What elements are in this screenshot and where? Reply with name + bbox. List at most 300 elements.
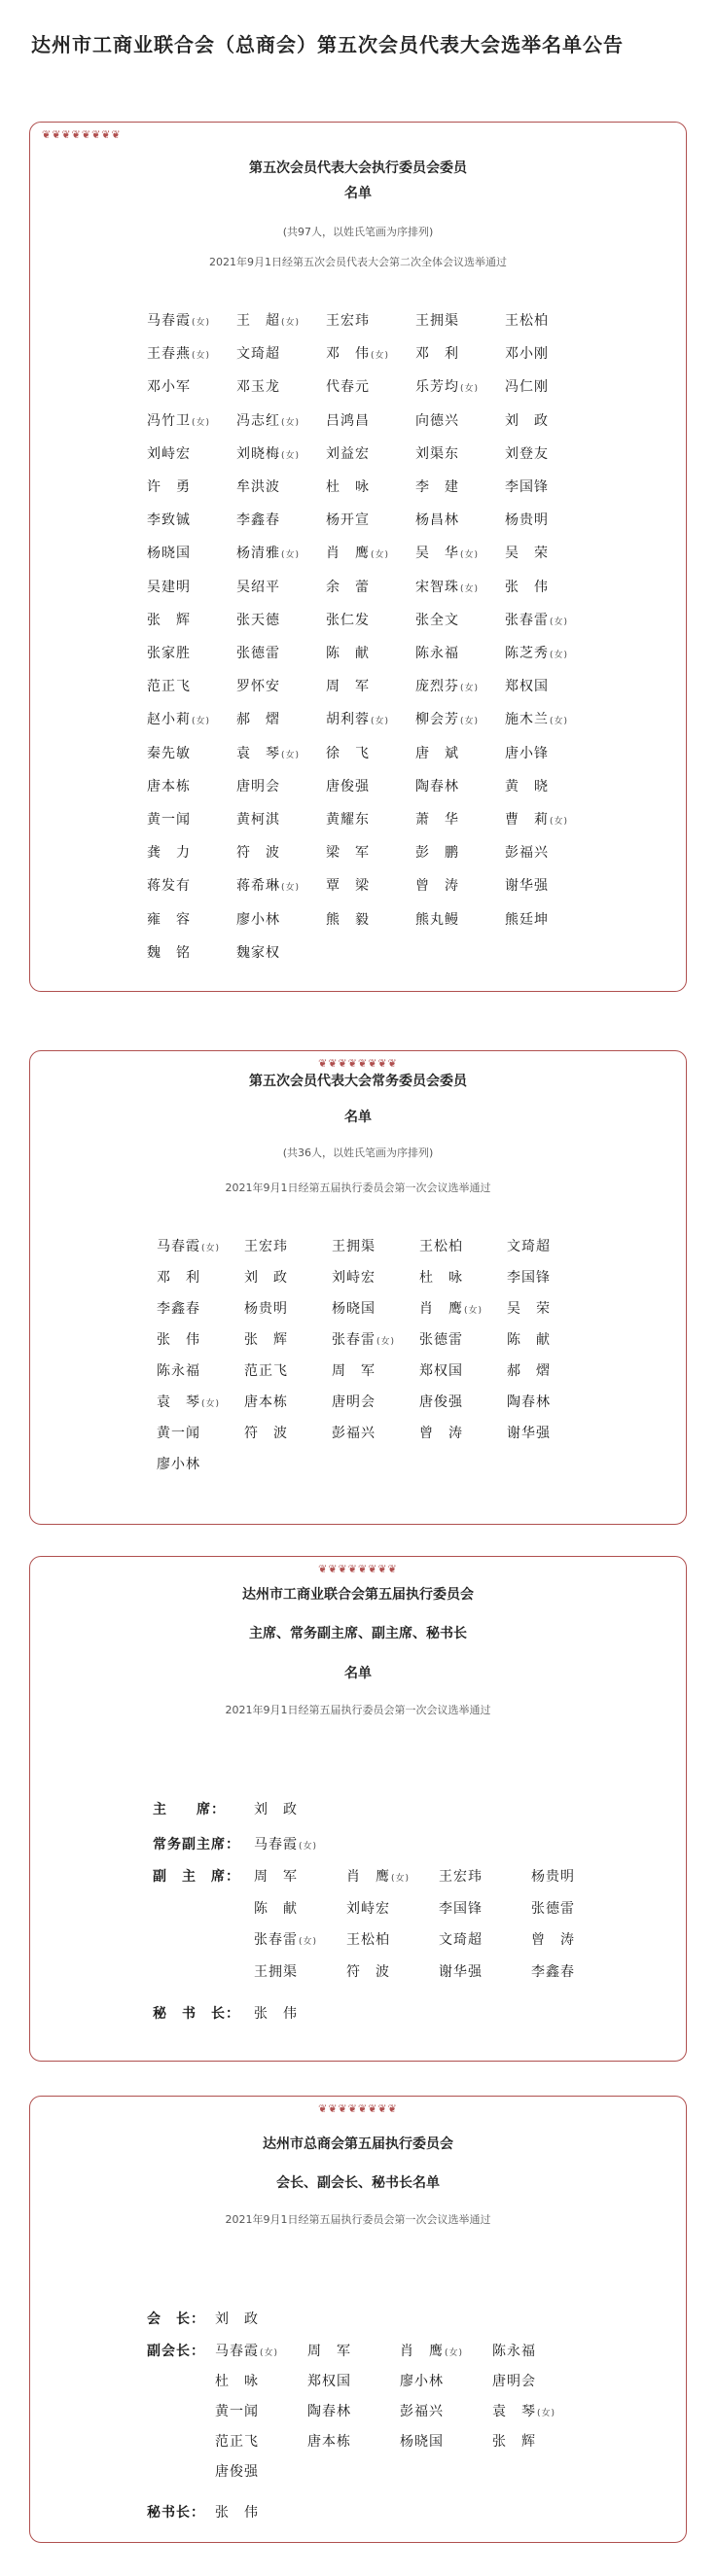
member-name (157, 1454, 200, 1473)
member-name (236, 809, 280, 829)
member-name (415, 875, 459, 895)
member-name (236, 343, 280, 363)
member-name-text: 向德兴 (415, 412, 459, 429)
decorative-flower-icon: ❦❦❦❦❦❦❦❦ (42, 128, 122, 141)
member-name-text: 袁 琴 (236, 745, 280, 761)
decorative-flower-icon: ❦❦❦❦❦❦❦❦ (318, 1057, 398, 1070)
member-name-text: 刘晓梅 (236, 445, 280, 462)
member-name (326, 310, 370, 330)
member-name (415, 310, 459, 330)
member-name (147, 343, 210, 363)
federation-leadership-card (29, 1556, 687, 2062)
member-name (505, 310, 549, 330)
member-name-text: 张德雷 (236, 646, 280, 661)
member-name-text: 陶春林 (415, 778, 459, 794)
member-name-text: 王宏玮 (439, 1869, 483, 1885)
gender-note: (女) (192, 717, 211, 727)
gender-note: (女) (391, 1874, 411, 1884)
member-name-text: 龚 力 (147, 845, 191, 862)
section-subtitle: 名单 (344, 1110, 372, 1125)
member-name (254, 2003, 298, 2023)
exec-vice-chair-label: 常务副主席： (153, 1837, 240, 1853)
standing-committee-card (29, 1050, 687, 1525)
member-name-text: 张春雷 (254, 1932, 298, 1948)
member-name-text: 杨晓国 (332, 1301, 376, 1317)
gender-note: (女) (550, 651, 569, 660)
member-name-text: 谢华强 (439, 1963, 483, 1980)
member-name-text: 李国锋 (505, 479, 549, 495)
member-name-text: 冯仁刚 (505, 379, 549, 396)
member-name (147, 510, 191, 529)
gender-note: (女) (537, 2409, 556, 2418)
gender-note: (女) (460, 384, 480, 395)
member-name (505, 343, 549, 363)
gender-note: (女) (371, 717, 390, 727)
member-name-text: 张 伟 (157, 1332, 200, 1348)
member-name-text: 覃 梁 (326, 878, 370, 895)
member-name-text: 李鑫春 (157, 1301, 200, 1317)
gender-note: (女) (281, 750, 301, 760)
member-name (307, 2341, 351, 2360)
member-name (254, 1929, 317, 1949)
member-name (147, 743, 191, 762)
member-name-text: 魏家权 (236, 944, 280, 961)
member-name (439, 1929, 483, 1949)
member-name (157, 1329, 200, 1349)
gender-note: (女) (192, 318, 211, 328)
member-name (236, 376, 280, 396)
member-name-text: 王松柏 (346, 1932, 390, 1948)
chair-label: 主 席： (153, 1802, 226, 1817)
member-name-text: 唐俊强 (419, 1394, 463, 1410)
member-name-text: 唐本栋 (244, 1394, 288, 1410)
member-name (215, 2431, 259, 2451)
member-name (415, 510, 459, 529)
member-name-text: 李 建 (415, 479, 459, 495)
member-name (505, 476, 549, 496)
member-name (147, 610, 191, 629)
member-name (215, 2461, 259, 2481)
member-name-text: 廖小林 (400, 2374, 444, 2389)
member-name-text: 赵小莉 (147, 712, 191, 728)
gender-note: (女) (281, 417, 301, 428)
member-name-text: 黄一闻 (157, 1426, 200, 1441)
member-name (415, 543, 479, 562)
member-name-text: 杜 咏 (215, 2374, 259, 2389)
member-name-text: 邓小军 (147, 379, 191, 396)
member-name-text: 曾 涛 (415, 878, 459, 895)
member-name-text: 马春霞 (157, 1239, 200, 1254)
member-name-text: 刘登友 (505, 445, 549, 462)
member-name-text: 吴绍平 (236, 579, 280, 595)
member-name-text: 袁 琴 (157, 1394, 200, 1410)
member-name-text: 唐小锋 (505, 745, 549, 761)
member-name (236, 410, 300, 430)
member-name (505, 376, 549, 396)
member-name-text: 秦先敏 (147, 745, 191, 761)
secretary-label: 秘书长： (147, 2505, 205, 2521)
member-name (236, 676, 280, 695)
member-name-text: 杨晓国 (147, 546, 191, 562)
member-name-text: 文琦超 (507, 1239, 551, 1254)
member-name (326, 643, 370, 662)
member-name (346, 1929, 390, 1949)
member-name (400, 2401, 444, 2420)
member-name-text: 冯志红 (236, 412, 280, 429)
member-name (254, 1866, 298, 1886)
member-name (157, 1267, 200, 1287)
member-name-text: 魏 铭 (147, 944, 191, 961)
member-name (346, 1898, 390, 1918)
member-name (492, 2401, 555, 2420)
vice-chair-label: 副会长： (147, 2344, 205, 2359)
gender-note: (女) (281, 883, 301, 894)
member-name (236, 743, 300, 762)
member-name (531, 1929, 575, 1949)
member-name-text: 刘峙宏 (147, 445, 191, 462)
member-name (415, 577, 479, 596)
member-name (415, 376, 479, 396)
section-title: 第五次会员代表大会执行委员会委员 (249, 160, 467, 176)
member-name (236, 842, 280, 862)
member-name (419, 1360, 463, 1380)
member-name-text: 刘峙宏 (346, 1900, 390, 1917)
decorative-flower-icon: ❦❦❦❦❦❦❦❦ (318, 1563, 398, 1575)
executive-committee-card (29, 122, 687, 992)
member-name (419, 1236, 463, 1255)
member-name (326, 743, 370, 762)
member-name (157, 1423, 200, 1442)
member-name-text: 熊廷坤 (505, 911, 549, 928)
member-name-text: 宋智珠 (415, 579, 459, 595)
member-name (147, 476, 191, 496)
member-name (505, 875, 549, 895)
member-name-text: 唐本栋 (307, 2434, 351, 2450)
member-name-text: 王宏玮 (244, 1239, 288, 1254)
member-name-text: 袁 琴 (492, 2404, 536, 2419)
member-name (326, 443, 370, 463)
member-name-text: 廖小林 (157, 1457, 200, 1472)
member-name-text: 彭福兴 (400, 2404, 444, 2419)
member-name (157, 1236, 220, 1255)
member-name-text: 范正飞 (244, 1363, 288, 1379)
count-note: (共97人，以姓氏笔画为序排列) (282, 226, 434, 238)
member-name-text: 余 蕾 (326, 579, 370, 595)
member-name (419, 1267, 463, 1287)
member-name-text: 吴 华 (415, 546, 459, 562)
member-name (147, 776, 191, 795)
member-name-text: 邓小刚 (505, 346, 549, 363)
gender-note: (女) (299, 1937, 318, 1947)
member-name-text: 柳会芳 (415, 712, 459, 728)
member-name-text: 张 伟 (254, 2006, 298, 2022)
member-name (236, 543, 300, 562)
member-name (326, 776, 370, 795)
member-name (147, 310, 210, 330)
member-name-text: 刘 政 (244, 1270, 288, 1286)
member-name (147, 443, 191, 463)
member-name-text: 郝 熠 (507, 1363, 551, 1379)
member-name (326, 676, 370, 695)
member-name-text: 黄一闻 (215, 2404, 259, 2419)
member-name-text: 黄耀东 (326, 812, 370, 828)
member-name (492, 2341, 536, 2360)
member-name (415, 443, 459, 463)
section-title: 第五次会员代表大会常务委员会委员 (249, 1074, 467, 1089)
member-name (505, 577, 549, 596)
member-name (326, 343, 389, 363)
member-name-text: 张春雷 (332, 1332, 376, 1348)
member-name (307, 2371, 351, 2390)
member-name (505, 909, 549, 929)
member-name (531, 1961, 575, 1981)
member-name-text: 唐明会 (332, 1394, 376, 1410)
member-name (505, 809, 568, 829)
member-name (244, 1267, 288, 1287)
member-name-text: 蒋发有 (147, 878, 191, 895)
member-name (415, 676, 479, 695)
gender-note: (女) (371, 550, 390, 561)
member-name-text: 张德雷 (531, 1900, 575, 1917)
member-name (505, 776, 549, 795)
member-name-text: 曾 涛 (531, 1932, 575, 1948)
member-name (332, 1360, 376, 1380)
member-name-text: 梁 军 (326, 845, 370, 862)
member-name (157, 1360, 200, 1380)
member-name-text: 唐俊强 (215, 2464, 259, 2480)
member-name (332, 1392, 376, 1411)
gender-note: (女) (460, 550, 480, 561)
gender-note: (女) (464, 1306, 483, 1316)
member-name-text: 唐 斌 (415, 745, 459, 761)
member-name (326, 476, 370, 496)
member-name-text: 刘 政 (505, 412, 549, 429)
member-name-text: 罗怀安 (236, 679, 280, 695)
member-name (147, 909, 191, 929)
member-name-text: 胡利蓉 (326, 712, 370, 728)
member-name-text: 陈永福 (157, 1363, 200, 1379)
member-name-text: 黄一闻 (147, 812, 191, 828)
member-name (415, 709, 479, 728)
member-name-text: 张 辉 (147, 612, 191, 628)
section-title: 达州市总商会第五届执行委员会 (263, 2136, 453, 2152)
member-name-text: 王宏玮 (326, 313, 370, 329)
member-name-text: 周 军 (332, 1363, 376, 1379)
member-name (400, 2371, 444, 2390)
member-name-text: 郑权国 (307, 2374, 351, 2389)
member-name-text: 刘益宏 (326, 445, 370, 462)
gender-note: (女) (192, 351, 211, 362)
member-name (419, 1298, 483, 1318)
member-name (147, 875, 191, 895)
member-name (415, 743, 459, 762)
member-name-text: 曾 涛 (419, 1426, 463, 1441)
member-name-text: 曹 莉 (505, 812, 549, 828)
member-name-text: 王松柏 (505, 313, 549, 329)
member-name (244, 1329, 288, 1349)
gender-note: (女) (201, 1244, 221, 1253)
member-name (505, 543, 549, 562)
approval-note: 2021年9月1日经第五届执行委员会第一次会议选举通过 (225, 1704, 491, 1716)
member-name-text: 蒋希琳 (236, 878, 280, 895)
member-name-text: 周 军 (307, 2344, 351, 2359)
member-name (415, 410, 459, 430)
member-name (531, 1898, 575, 1918)
member-name-text: 郝 熠 (236, 712, 280, 728)
member-name-text: 马春霞 (254, 1837, 298, 1853)
member-name-text: 邓 伟 (326, 346, 370, 363)
member-name-text: 杨清雅 (236, 546, 280, 562)
member-name-text: 邓玉龙 (236, 379, 280, 396)
member-name-text: 张 伟 (505, 579, 549, 595)
member-name (400, 2431, 444, 2451)
member-name-text: 萧 华 (415, 812, 459, 828)
member-name (254, 1961, 298, 1981)
section-subtitle: 会长、副会长、秘书长名单 (276, 2175, 440, 2191)
count-note: (共36人，以姓氏笔画为序排列) (282, 1147, 434, 1159)
member-name-text: 王春燕 (147, 346, 191, 363)
member-name-text: 吴 荣 (505, 546, 549, 562)
member-name (415, 909, 459, 929)
member-name-text: 杨昌林 (415, 512, 459, 529)
member-name (439, 1898, 483, 1918)
member-name (236, 476, 280, 496)
member-name (507, 1329, 551, 1349)
member-name-text: 文琦超 (439, 1932, 483, 1948)
approval-note: 2021年9月1日经第五届执行委员会第一次会议选举通过 (225, 2213, 491, 2226)
member-name-text: 周 军 (326, 679, 370, 695)
member-name (415, 343, 459, 363)
member-name (507, 1298, 551, 1318)
member-name (147, 709, 210, 728)
member-name (326, 376, 370, 396)
member-name-text: 李鑫春 (236, 512, 280, 529)
member-name (326, 410, 370, 430)
approval-note: 2021年9月1日经第五次会员代表大会第二次全体会议选举通过 (209, 256, 507, 268)
member-name-text: 彭福兴 (332, 1426, 376, 1441)
member-name (505, 510, 549, 529)
member-name (326, 842, 370, 862)
gender-note: (女) (281, 550, 301, 561)
member-name (307, 2431, 351, 2451)
gender-note: (女) (192, 417, 211, 428)
member-name (326, 809, 370, 829)
section-subtitle: 名单 (344, 186, 372, 201)
gender-note: (女) (550, 717, 569, 727)
member-name-text: 乐芳均 (415, 379, 459, 396)
member-name (419, 1392, 463, 1411)
member-name-text: 肖 鹰 (419, 1301, 463, 1317)
member-name (244, 1236, 288, 1255)
member-name-text: 牟洪波 (236, 479, 280, 495)
member-name (215, 2371, 259, 2390)
member-name (244, 1392, 288, 1411)
member-name-text: 刘峙宏 (332, 1270, 376, 1286)
member-name-text: 王拥渠 (332, 1239, 376, 1254)
member-name-text: 杨贵明 (531, 1869, 575, 1885)
member-name-text: 彭 鹏 (415, 845, 459, 862)
gender-note: (女) (281, 318, 301, 328)
member-name-text: 雍 容 (147, 911, 191, 928)
member-name (507, 1267, 551, 1287)
member-name-text: 杜 咏 (326, 479, 370, 495)
member-name (254, 1834, 317, 1853)
member-name (147, 577, 191, 596)
member-name (332, 1267, 376, 1287)
chamber-leadership-card (29, 2096, 687, 2543)
member-name-text: 唐俊强 (326, 778, 370, 794)
member-name (215, 2309, 259, 2328)
gender-note: (女) (550, 617, 569, 627)
gender-note: (女) (281, 450, 301, 461)
section-title: 达州市工商业联合会第五届执行委员会 (242, 1587, 474, 1603)
gender-note: (女) (376, 1337, 396, 1347)
member-name-text: 张全文 (415, 612, 459, 628)
decorative-flower-icon: ❦❦❦❦❦❦❦❦ (318, 2102, 398, 2115)
page-title: 达州市工商业联合会（总商会）第五次会员代表大会选举名单公告 (31, 33, 624, 56)
member-name-text: 邓 利 (415, 346, 459, 363)
member-name (236, 942, 280, 962)
member-name-text: 符 波 (346, 1963, 390, 1980)
member-name (507, 1360, 551, 1380)
member-name (346, 1961, 390, 1981)
member-name-text: 李鑫春 (531, 1963, 575, 1980)
member-name (157, 1298, 200, 1318)
member-name-text: 符 波 (236, 845, 280, 862)
member-name (254, 1898, 298, 1918)
member-name (147, 809, 191, 829)
section-subtitle: 主席、常务副主席、副主席、秘书长 (249, 1626, 467, 1641)
member-name (332, 1298, 376, 1318)
member-name-text: 肖 鹰 (346, 1869, 390, 1885)
member-name-text: 庞烈芬 (415, 679, 459, 695)
member-name (415, 476, 459, 496)
gender-note: (女) (550, 817, 569, 827)
member-name (326, 875, 370, 895)
member-name (244, 1360, 288, 1380)
member-name (236, 577, 280, 596)
member-name-text: 徐 飞 (326, 745, 370, 761)
member-name-text: 张春雷 (505, 612, 549, 628)
member-name-text: 唐本栋 (147, 778, 191, 794)
member-name (505, 643, 568, 662)
member-name-text: 施木兰 (505, 712, 549, 728)
member-name-text: 吴 荣 (507, 1301, 551, 1317)
member-name-text: 陈 献 (326, 646, 370, 661)
member-name (254, 1799, 298, 1818)
member-name-text: 黄柯淇 (236, 812, 280, 828)
member-name-text: 刘 政 (215, 2311, 259, 2327)
member-name-text: 王松柏 (419, 1239, 463, 1254)
member-name-text: 陶春林 (307, 2404, 351, 2419)
member-name-text: 谢华强 (507, 1426, 551, 1441)
member-name-text: 陈永福 (415, 646, 459, 661)
member-name-text: 杨开宣 (326, 512, 370, 529)
member-name-text: 范正飞 (147, 679, 191, 695)
member-name-text: 冯竹卫 (147, 412, 191, 429)
member-name (492, 2431, 536, 2451)
member-name (326, 610, 370, 629)
member-name (147, 410, 210, 430)
member-name-text: 谢华强 (505, 878, 549, 895)
member-name (332, 1329, 395, 1349)
member-name-text: 杨贵明 (244, 1301, 288, 1317)
member-name-text: 文琦超 (236, 346, 280, 363)
member-name (215, 2341, 278, 2360)
member-name-text: 熊 毅 (326, 911, 370, 928)
member-name (507, 1423, 551, 1442)
member-name (307, 2401, 351, 2420)
